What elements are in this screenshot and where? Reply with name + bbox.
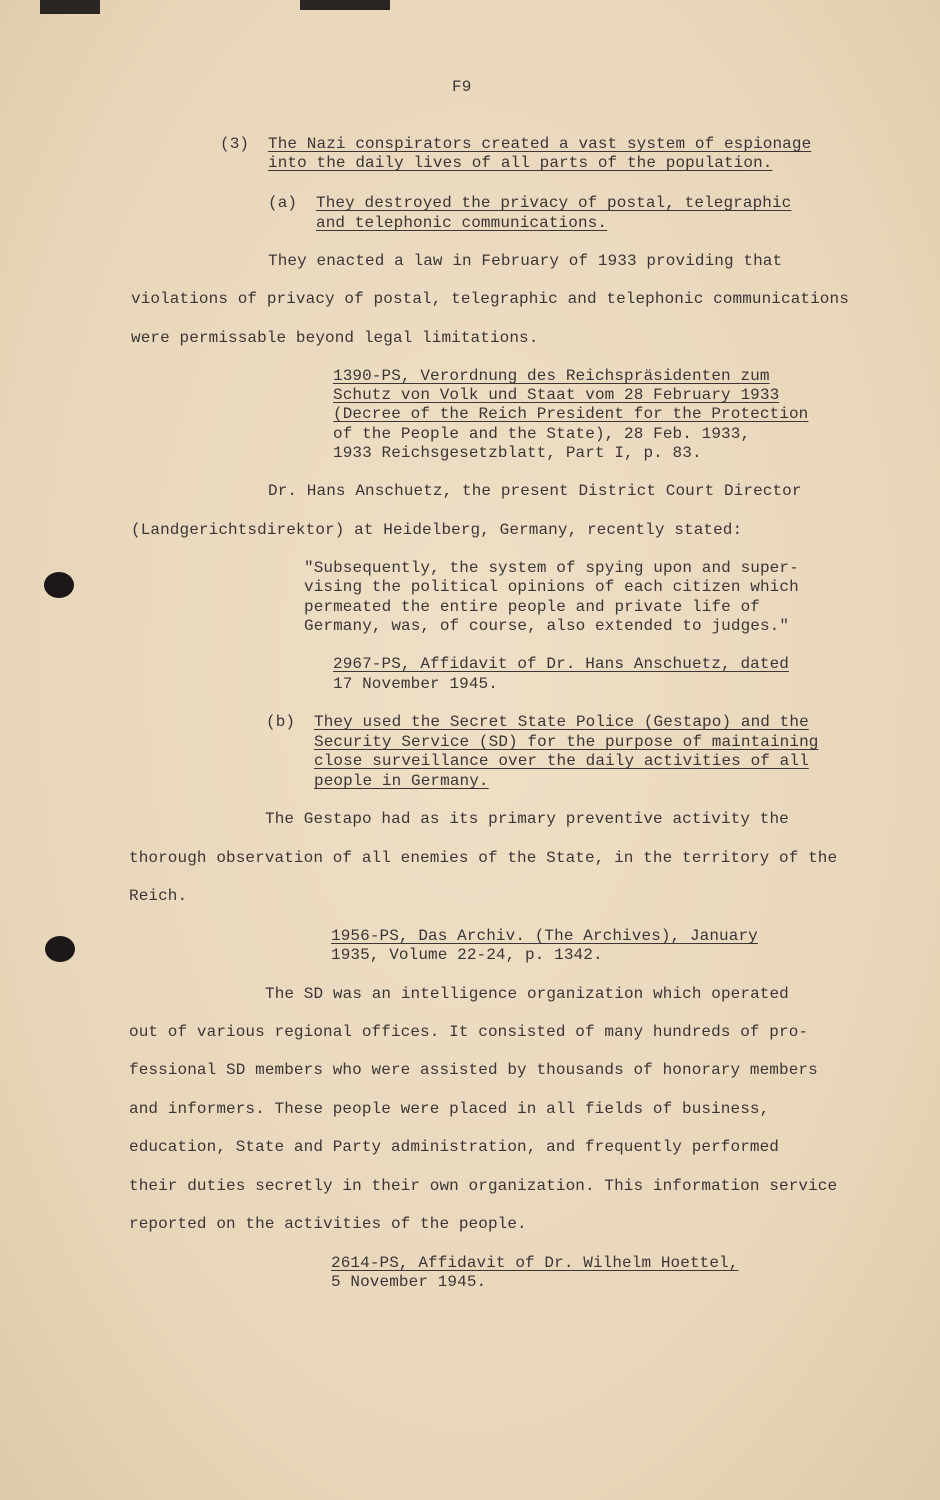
paragraph-1-line-2: violations of privacy of postal, telegraphic and telephonic communications	[131, 290, 849, 308]
citation-1-line-3: (Decree of the Reich President for the Protection	[333, 405, 809, 423]
subsection-a-heading-line-2: and telephonic communications.	[316, 214, 608, 232]
subsection-b-heading-line-2: Security Service (SD) for the purpose of maintaining	[314, 733, 819, 751]
paragraph-4-line-5: education, State and Party administration, and frequently performed	[129, 1138, 780, 1156]
citation-1-line-4: of the People and the State), 28 Feb. 1933,	[333, 425, 751, 443]
citation-4-line-1: 2614-PS, Affidavit of Dr. Wilhelm Hoettel,	[331, 1254, 739, 1272]
paragraph-4-line-7: reported on the activities of the people.	[129, 1215, 527, 1233]
subsection-b-heading-line-3: close surveillance over the daily activities of all	[314, 752, 809, 770]
paragraph-2-line-2: (Landgerichtsdirektor) at Heidelberg, Germany, recently stated:	[131, 521, 743, 539]
citation-1-line-1: 1390-PS, Verordnung des Reichspräsidenten zum	[333, 367, 770, 385]
subsection-a-marker: (a)	[268, 194, 298, 212]
citation-4-line-2: 5 November 1945.	[331, 1273, 487, 1291]
citation-2-line-1: 2967-PS, Affidavit of Dr. Hans Anschuetz, dated	[333, 655, 789, 673]
section-3-heading-line-1: The Nazi conspirators created a vast system of espionage	[268, 135, 812, 153]
citation-2-line-2: 17 November 1945.	[333, 675, 498, 693]
subsection-b-heading-line-1: They used the Secret State Police (Gestapo) and the	[314, 713, 809, 731]
paragraph-3-line-3: Reich.	[129, 887, 188, 905]
scan-edge-top-center	[300, 0, 390, 10]
paragraph-1-line-3: were permissable beyond legal limitations.	[131, 329, 539, 347]
paragraph-4-line-1: The SD was an intelligence organization which operated	[265, 985, 789, 1003]
quote-line-2: vising the political opinions of each citizen which	[304, 578, 799, 596]
section-3-marker: (3)	[220, 135, 250, 153]
paragraph-4-line-3: fessional SD members who were assisted by thousands of honorary members	[129, 1061, 818, 1079]
subsection-b-heading-line-4: people in Germany.	[314, 772, 489, 790]
paragraph-3-line-1: The Gestapo had as its primary preventive activity the	[265, 810, 789, 828]
paragraph-2-line-1: Dr. Hans Anschuetz, the present District Court Director	[268, 482, 802, 500]
punch-hole-lower	[45, 936, 75, 962]
citation-1-line-5: 1933 Reichsgesetzblatt, Part I, p. 83.	[333, 444, 702, 462]
citation-3-text: 1956-PS, Das Archiv. (The Archives), January	[331, 927, 758, 945]
paragraph-4-line-4: and informers. These people were placed in all fields of business,	[129, 1100, 770, 1118]
citation-3-line-1	[331, 926, 758, 946]
section-3-heading-line-2: into the daily lives of all parts of the population.	[268, 154, 773, 172]
quote-line-1: "Subsequently, the system of spying upon and super-	[304, 559, 799, 577]
page-number: F9	[452, 78, 472, 96]
subsection-b-marker: (b)	[266, 713, 296, 731]
subsection-a-heading-line-1: They destroyed the privacy of postal, telegraphic	[316, 194, 792, 212]
paragraph-4-line-2: out of various regional offices. It consisted of many hundreds of pro-	[129, 1023, 809, 1041]
citation-1-line-2: Schutz von Volk und Staat vom 28 February 1933	[333, 386, 780, 404]
quote-line-3: permeated the entire people and private life of	[304, 598, 760, 616]
citation-3-line-2: 1935, Volume 22-24, p. 1342.	[331, 946, 603, 964]
scan-edge-top-left	[40, 0, 100, 14]
paragraph-3-line-2: thorough observation of all enemies of the State, in the territory of the	[129, 849, 838, 867]
paragraph-4-line-6: their duties secretly in their own organization. This information service	[129, 1177, 838, 1195]
punch-hole-upper	[44, 572, 74, 598]
paragraph-1-line-1: They enacted a law in February of 1933 providing that	[268, 252, 783, 270]
quote-line-4: Germany, was, of course, also extended to judges."	[304, 617, 790, 635]
